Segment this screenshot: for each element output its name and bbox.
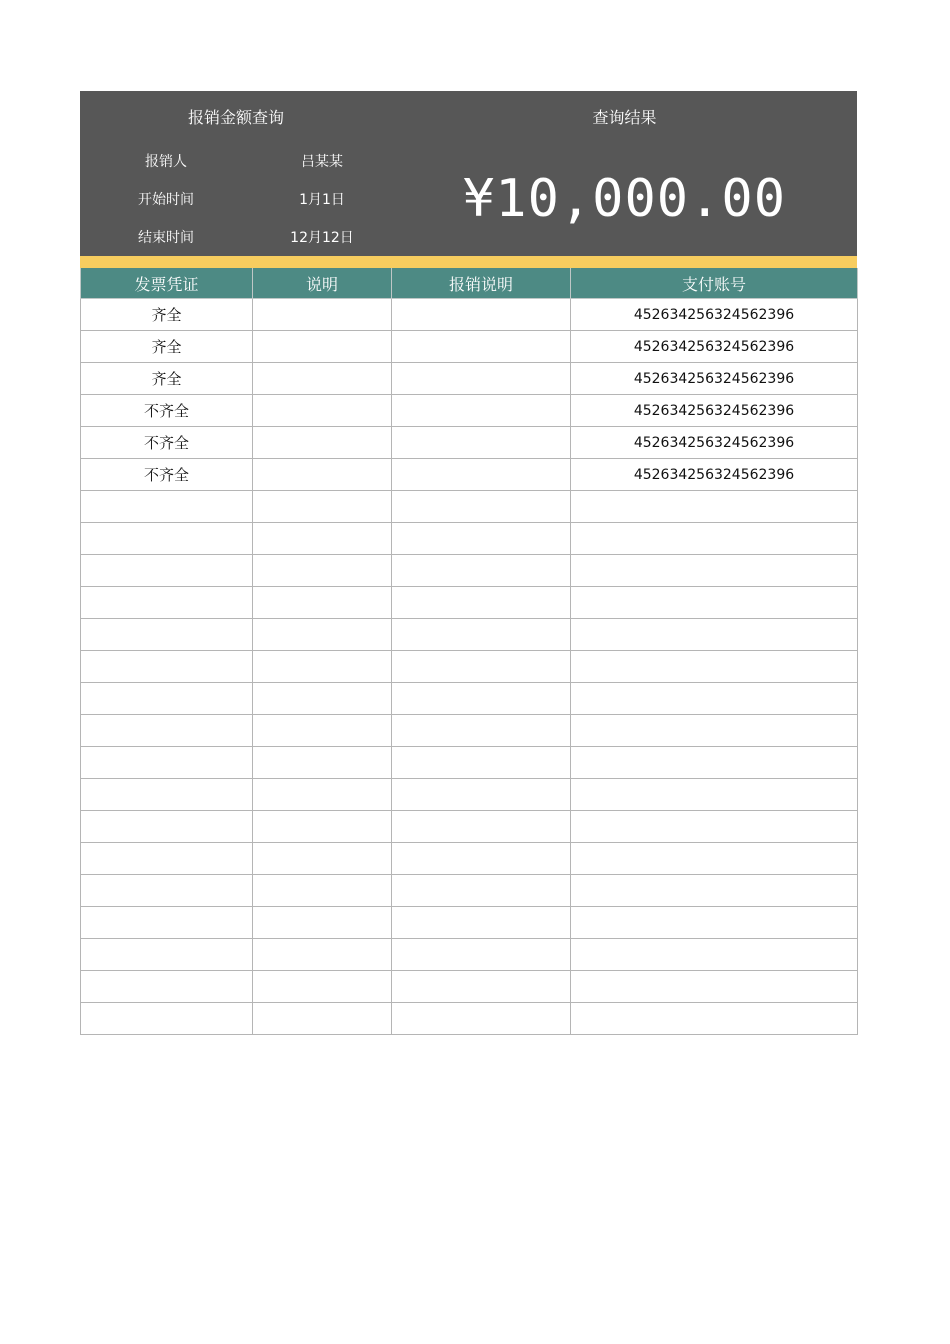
description-cell[interactable] bbox=[253, 715, 392, 747]
reimbursement-note-cell[interactable] bbox=[392, 779, 571, 811]
description-cell[interactable] bbox=[253, 299, 392, 331]
invoice-cell[interactable] bbox=[81, 651, 253, 683]
table-row bbox=[81, 843, 858, 875]
reimbursement-note-cell[interactable] bbox=[392, 427, 571, 459]
description-cell[interactable] bbox=[253, 555, 392, 587]
reimbursement-note-cell[interactable] bbox=[392, 971, 571, 1003]
invoice-cell[interactable]: 不齐全 bbox=[81, 395, 253, 427]
description-cell[interactable] bbox=[253, 395, 392, 427]
invoice-cell[interactable]: 齐全 bbox=[81, 331, 253, 363]
description-cell[interactable] bbox=[253, 491, 392, 523]
invoice-cell[interactable] bbox=[81, 747, 253, 779]
payment-account-cell[interactable]: 452634256324562396 bbox=[571, 459, 858, 491]
description-cell[interactable] bbox=[253, 843, 392, 875]
table-row bbox=[81, 811, 858, 843]
end-time-value[interactable]: 12月12日 bbox=[290, 230, 354, 246]
invoice-cell[interactable] bbox=[81, 491, 253, 523]
payment-account-cell[interactable] bbox=[571, 907, 858, 939]
description-cell[interactable] bbox=[253, 811, 392, 843]
invoice-cell[interactable] bbox=[81, 971, 253, 1003]
invoice-cell[interactable] bbox=[81, 779, 253, 811]
table-row bbox=[81, 427, 858, 459]
reimbursement-note-cell[interactable] bbox=[392, 523, 571, 555]
table-row bbox=[81, 619, 858, 651]
table-row bbox=[81, 1003, 858, 1035]
reimbursement-note-cell[interactable] bbox=[392, 395, 571, 427]
description-cell[interactable] bbox=[253, 363, 392, 395]
description-cell[interactable] bbox=[253, 331, 392, 363]
payment-account-cell[interactable] bbox=[571, 683, 858, 715]
invoice-cell[interactable] bbox=[81, 587, 253, 619]
payment-account-cell[interactable]: 452634256324562396 bbox=[571, 395, 858, 427]
payment-account-cell[interactable] bbox=[571, 491, 858, 523]
table-row bbox=[81, 491, 858, 523]
payment-account-cell[interactable]: 452634256324562396 bbox=[571, 299, 858, 331]
payment-account-cell[interactable]: 452634256324562396 bbox=[571, 331, 858, 363]
payment-account-cell[interactable] bbox=[571, 811, 858, 843]
reimbursement-note-cell[interactable] bbox=[392, 747, 571, 779]
invoice-cell[interactable] bbox=[81, 555, 253, 587]
table-header-row bbox=[81, 268, 858, 299]
header-description: 说明 bbox=[253, 268, 392, 299]
query-title: 报销金额查询 bbox=[187, 108, 284, 127]
table-row bbox=[81, 299, 858, 331]
description-cell[interactable] bbox=[253, 619, 392, 651]
reimbursement-note-cell[interactable] bbox=[392, 683, 571, 715]
payment-account-cell[interactable] bbox=[571, 939, 858, 971]
payment-account-cell[interactable] bbox=[571, 651, 858, 683]
reimbursement-note-cell[interactable] bbox=[392, 843, 571, 875]
table-row bbox=[81, 715, 858, 747]
invoice-cell[interactable] bbox=[81, 619, 253, 651]
reimbursement-note-cell[interactable] bbox=[392, 619, 571, 651]
table-row bbox=[81, 331, 858, 363]
invoice-cell[interactable]: 不齐全 bbox=[81, 459, 253, 491]
reimburser-value[interactable]: 吕某某 bbox=[301, 154, 343, 170]
description-cell[interactable] bbox=[253, 1003, 392, 1035]
reimbursement-note-cell[interactable] bbox=[392, 555, 571, 587]
table-row bbox=[81, 971, 858, 1003]
description-cell[interactable] bbox=[253, 747, 392, 779]
header-reimbursement-note: 报销说明 bbox=[392, 268, 571, 299]
invoice-cell[interactable]: 齐全 bbox=[81, 363, 253, 395]
table-row bbox=[81, 747, 858, 779]
start-time-label: 开始时间 bbox=[138, 192, 194, 208]
table-row bbox=[81, 523, 858, 555]
table-row bbox=[81, 651, 858, 683]
reimbursement-table bbox=[80, 268, 858, 1035]
reimbursement-note-cell[interactable] bbox=[392, 459, 571, 491]
description-cell[interactable] bbox=[253, 459, 392, 491]
invoice-cell[interactable]: 齐全 bbox=[81, 299, 253, 331]
payment-account-cell[interactable] bbox=[571, 843, 858, 875]
description-cell[interactable] bbox=[253, 971, 392, 1003]
table-row bbox=[81, 939, 858, 971]
reimbursement-sheet bbox=[80, 91, 857, 1035]
description-cell[interactable] bbox=[253, 779, 392, 811]
reimbursement-note-cell[interactable] bbox=[392, 715, 571, 747]
start-time-value[interactable]: 1月1日 bbox=[299, 192, 345, 208]
invoice-cell[interactable] bbox=[81, 1003, 253, 1035]
description-cell[interactable] bbox=[253, 907, 392, 939]
result-amount: ¥10,000.00 bbox=[462, 169, 787, 229]
end-time-label: 结束时间 bbox=[138, 230, 194, 246]
description-cell[interactable] bbox=[253, 875, 392, 907]
invoice-cell[interactable] bbox=[81, 683, 253, 715]
table-row bbox=[81, 779, 858, 811]
result-title: 查询结果 bbox=[592, 108, 657, 127]
payment-account-cell[interactable] bbox=[571, 619, 858, 651]
reimbursement-note-cell[interactable] bbox=[392, 299, 571, 331]
description-cell[interactable] bbox=[253, 587, 392, 619]
header-payment-account: 支付账号 bbox=[571, 268, 858, 299]
table-body bbox=[81, 299, 858, 1035]
description-cell[interactable] bbox=[253, 523, 392, 555]
invoice-cell[interactable] bbox=[81, 843, 253, 875]
payment-account-cell[interactable]: 452634256324562396 bbox=[571, 363, 858, 395]
invoice-cell[interactable] bbox=[81, 811, 253, 843]
description-cell[interactable] bbox=[253, 651, 392, 683]
query-summary-panel bbox=[80, 91, 857, 256]
invoice-cell[interactable] bbox=[81, 907, 253, 939]
payment-account-cell[interactable] bbox=[571, 875, 858, 907]
reimbursement-note-cell[interactable] bbox=[392, 587, 571, 619]
table-row bbox=[81, 459, 858, 491]
description-cell[interactable] bbox=[253, 939, 392, 971]
description-cell[interactable] bbox=[253, 683, 392, 715]
payment-account-cell[interactable] bbox=[571, 779, 858, 811]
payment-account-cell[interactable] bbox=[571, 555, 858, 587]
invoice-cell[interactable] bbox=[81, 875, 253, 907]
payment-account-cell[interactable] bbox=[571, 971, 858, 1003]
table-row bbox=[81, 875, 858, 907]
reimbursement-note-cell[interactable] bbox=[392, 907, 571, 939]
invoice-cell[interactable] bbox=[81, 715, 253, 747]
accent-divider bbox=[80, 256, 857, 268]
reimbursement-note-cell[interactable] bbox=[392, 939, 571, 971]
invoice-cell[interactable]: 不齐全 bbox=[81, 427, 253, 459]
table-row bbox=[81, 587, 858, 619]
payment-account-cell[interactable]: 452634256324562396 bbox=[571, 427, 858, 459]
table-row bbox=[81, 907, 858, 939]
reimburser-label: 报销人 bbox=[145, 154, 187, 170]
payment-account-cell[interactable] bbox=[571, 1003, 858, 1035]
reimbursement-note-cell[interactable] bbox=[392, 331, 571, 363]
payment-account-cell[interactable] bbox=[571, 715, 858, 747]
payment-account-cell[interactable] bbox=[571, 587, 858, 619]
payment-account-cell[interactable] bbox=[571, 523, 858, 555]
table-row bbox=[81, 395, 858, 427]
reimbursement-note-cell[interactable] bbox=[392, 811, 571, 843]
table-row bbox=[81, 363, 858, 395]
description-cell[interactable] bbox=[253, 427, 392, 459]
reimbursement-note-cell[interactable] bbox=[392, 363, 571, 395]
reimbursement-note-cell[interactable] bbox=[392, 491, 571, 523]
reimbursement-note-cell[interactable] bbox=[392, 651, 571, 683]
table-row bbox=[81, 555, 858, 587]
reimbursement-note-cell[interactable] bbox=[392, 1003, 571, 1035]
invoice-cell[interactable] bbox=[81, 939, 253, 971]
header-invoice: 发票凭证 bbox=[81, 268, 253, 299]
reimbursement-note-cell[interactable] bbox=[392, 875, 571, 907]
table-row bbox=[81, 683, 858, 715]
invoice-cell[interactable] bbox=[81, 523, 253, 555]
payment-account-cell[interactable] bbox=[571, 747, 858, 779]
